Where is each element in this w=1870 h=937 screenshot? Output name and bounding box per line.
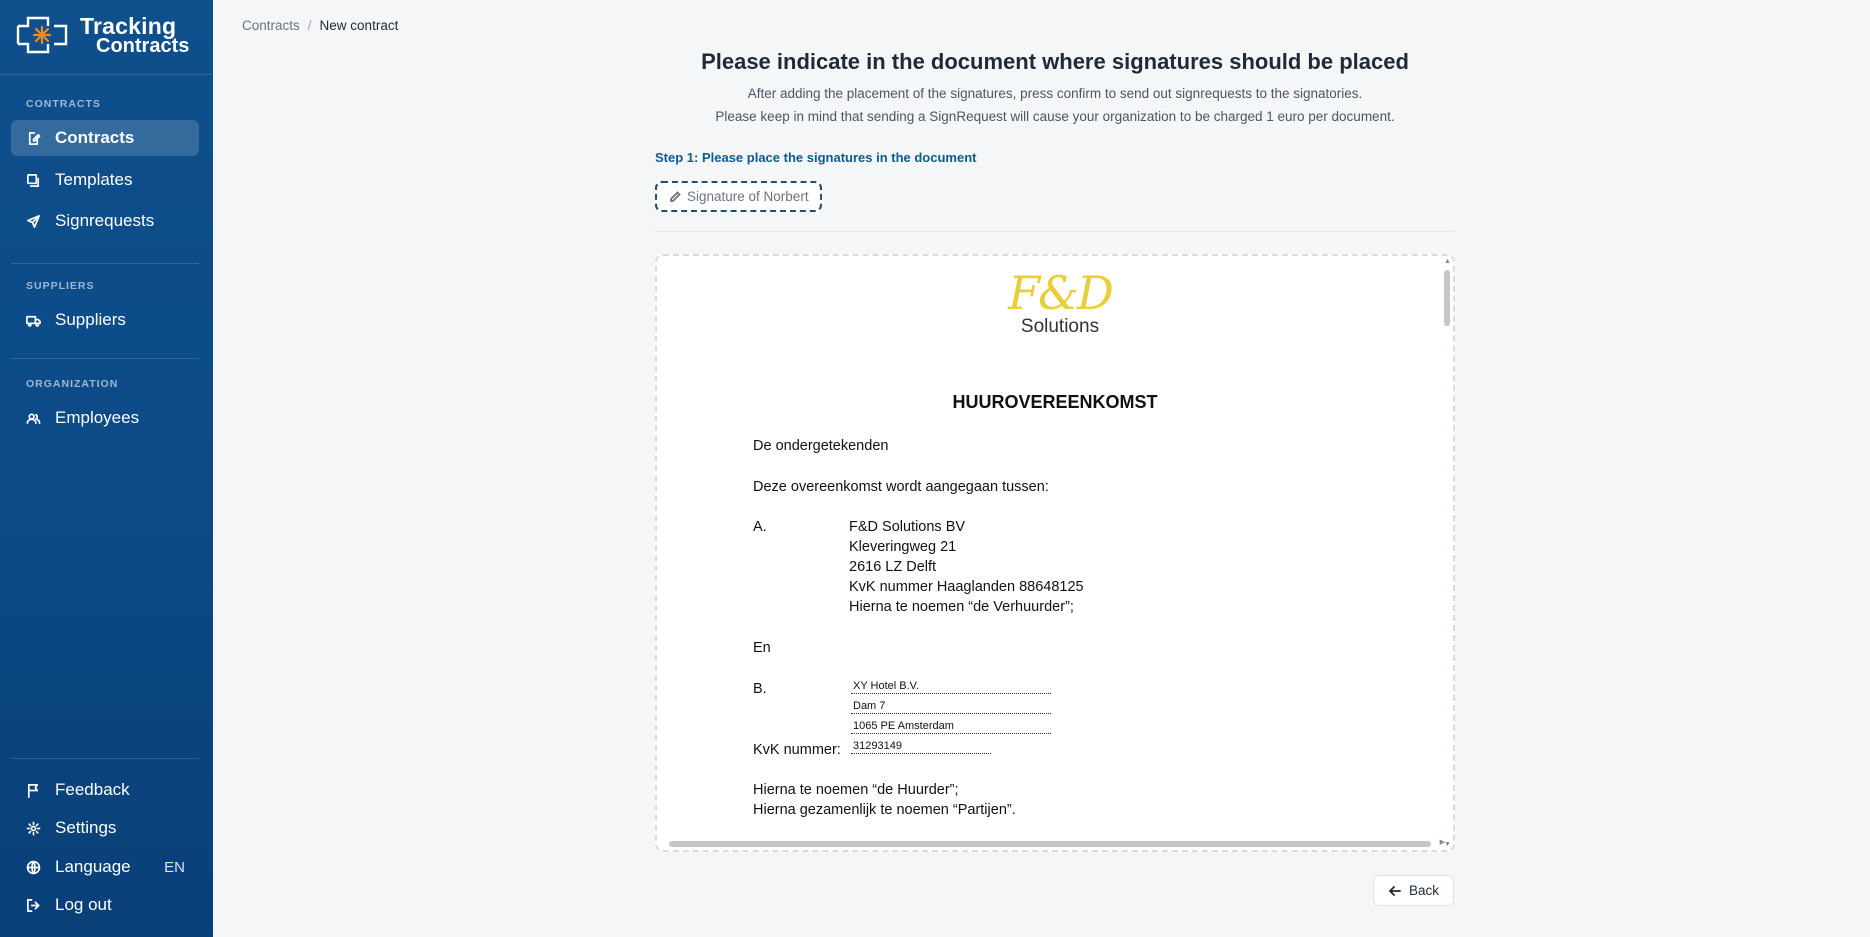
party-b-name: XY Hotel B.V. — [851, 680, 1051, 694]
document-closing1: Hierna te noemen “de Huurder”; — [753, 782, 959, 798]
company-logo-mark: F&D — [1008, 266, 1112, 320]
document-closing2: Hierna gezamenlijk te noemen “Partijen”. — [753, 802, 1016, 818]
document-intro: De ondergetekenden — [753, 438, 889, 454]
sidebar-item-label: Contracts — [55, 128, 135, 147]
logo-line1: Tracking — [80, 13, 177, 39]
horizontal-scrollbar[interactable] — [669, 839, 1445, 848]
party-a-line: Kleveringweg 21 — [849, 539, 957, 555]
scroll-up-icon[interactable]: ▲ — [1444, 258, 1451, 265]
sidebar-item-signrequests[interactable] — [11, 203, 199, 239]
divider — [655, 231, 1455, 232]
scroll-right-icon[interactable]: ▶ — [1439, 839, 1445, 846]
party-b-marker: B. — [753, 681, 767, 697]
breadcrumb-separator: / — [307, 18, 312, 33]
party-a-line: F&D Solutions BV — [849, 519, 966, 535]
sidebar-item-label: Feedback — [55, 780, 130, 799]
document-title: HUUROVEREENKOMST — [952, 392, 1158, 412]
company-logo — [985, 266, 1135, 336]
sidebar-item-templates[interactable] — [11, 162, 199, 198]
party-b-city: 1065 PE Amsterdam — [851, 720, 1051, 734]
sidebar-item-label: Employees — [55, 408, 140, 427]
arrow-left-icon — [1388, 884, 1402, 898]
sidebar-item-language[interactable] — [11, 849, 199, 885]
breadcrumb-parent[interactable]: Contracts — [242, 18, 300, 33]
party-a-marker: A. — [753, 519, 767, 535]
sidebar-item-suppliers[interactable] — [11, 302, 199, 338]
section-contracts: CONTRACTS — [26, 98, 101, 110]
back-button[interactable] — [1373, 875, 1454, 906]
sidebar — [0, 0, 213, 937]
sidebar-item-logout[interactable] — [11, 887, 199, 923]
flag-icon — [25, 782, 41, 798]
sidebar-divider — [11, 758, 199, 759]
page-subtitle-line2: Please keep in mind that sending a SignRequest will cause your organization to be charged 1 euro per document. — [715, 109, 1395, 124]
signature-chip[interactable] — [655, 181, 822, 212]
globe-icon — [25, 859, 41, 875]
gear-icon — [25, 820, 41, 836]
sidebar-item-label: Templates — [55, 170, 133, 189]
pencil-icon — [669, 191, 681, 203]
sidebar-item-employees[interactable] — [11, 400, 199, 436]
logo-line2: Contracts — [96, 35, 190, 57]
language-value: EN — [164, 858, 185, 876]
page-subtitle-line1: After adding the placement of the signatures, press confirm to send out signrequests to the signatories. — [747, 86, 1363, 101]
document-and: En — [753, 640, 771, 656]
truck-icon — [25, 312, 41, 328]
scroll-down-icon[interactable]: ▼ — [1444, 841, 1451, 848]
document-between: Deze overeenkomst wordt aangegaan tussen: — [753, 479, 1049, 495]
vertical-scroll-thumb[interactable] — [1444, 270, 1450, 326]
horizontal-scroll-thumb[interactable] — [669, 841, 1431, 847]
vertical-scrollbar[interactable] — [1443, 258, 1451, 848]
users-icon — [25, 410, 41, 426]
sidebar-item-settings[interactable] — [11, 810, 199, 846]
breadcrumb-current: New contract — [319, 18, 399, 33]
sidebar-divider — [11, 263, 199, 264]
step-label: Step 1: Please place the signatures in the document — [655, 150, 977, 165]
copy-icon — [25, 172, 41, 188]
company-logo-sub: Solutions — [1020, 316, 1100, 337]
sidebar-item-label: Log out — [55, 895, 112, 914]
sidebar-item-contracts[interactable] — [11, 120, 199, 156]
send-icon — [25, 213, 41, 229]
party-a-line: 2616 LZ Delft — [849, 559, 937, 575]
party-a-line: KvK nummer Haaglanden 88648125 — [849, 579, 1084, 595]
party-b-kvk: 31293149 — [851, 740, 991, 754]
party-b-kvk-label: KvK nummer: — [753, 742, 841, 758]
party-b-street: Dam 7 — [851, 700, 1051, 714]
logout-icon — [25, 897, 41, 913]
section-suppliers: SUPPLIERS — [26, 280, 95, 292]
document-viewer[interactable] — [655, 254, 1455, 852]
breadcrumb — [242, 18, 398, 33]
section-organization: ORGANIZATION — [26, 378, 119, 390]
page-title: Please indicate in the document where signatures should be placed — [701, 49, 1409, 74]
signature-chip-label: Signature of Norbert — [687, 189, 809, 204]
sidebar-item-label: Suppliers — [55, 310, 126, 329]
party-a-line: Hierna te noemen “de Verhuurder”; — [849, 599, 1074, 615]
sidebar-item-label: Signrequests — [55, 211, 155, 230]
sidebar-item-feedback[interactable] — [11, 772, 199, 808]
back-button-label: Back — [1408, 883, 1439, 898]
sidebar-item-label: Language — [55, 857, 131, 876]
sidebar-divider — [11, 358, 199, 359]
edit-file-icon — [25, 130, 41, 146]
sidebar-item-label: Settings — [55, 818, 117, 837]
